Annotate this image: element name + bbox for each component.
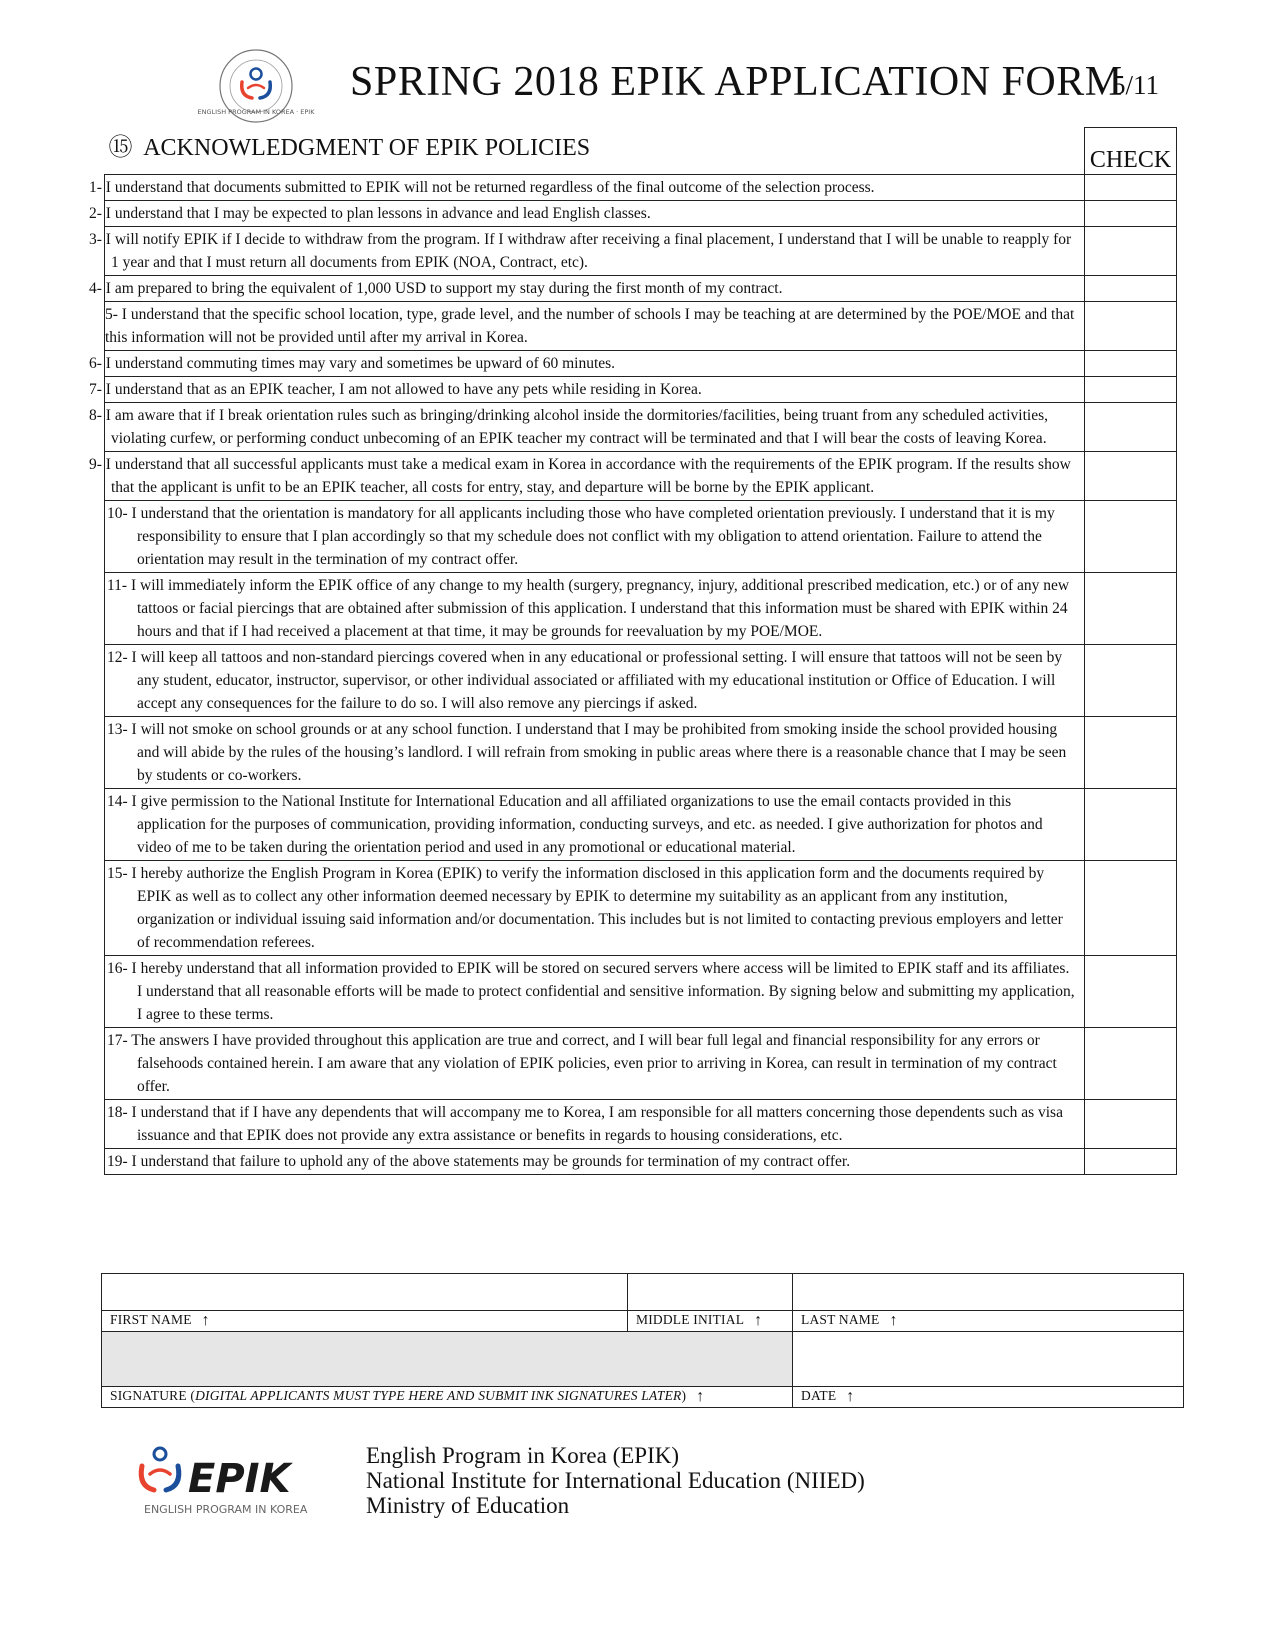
signature-table	[101, 1273, 1184, 1408]
policy-check-cell[interactable]	[1085, 200, 1177, 226]
policy-check-cell[interactable]	[1085, 174, 1177, 200]
footer-logo-word: EPIK	[188, 1456, 291, 1502]
section-number: ⑮	[108, 134, 133, 161]
policy-text: 16- I hereby understand that all information provided to EPIK will be stored on secured servers where access will be limited to EPIK staff and its affiliates. I understand that all reasonable efforts will be made to protect confidential and sensitive information. By signing below and submitting my application, I agree to these terms.	[105, 955, 1085, 1027]
policy-text: 12- I will keep all tattoos and non-standard piercings covered when in any educational or professional setting. I will ensure that tattoos will not be seen by any student, educator, instructor, supervisor, or other individual associated or affiliated with my educational institution or Office of Education. I will accept any consequences for the failure to do so. I will also remove any piercings if asked.	[105, 644, 1085, 716]
policy-row	[105, 788, 1177, 860]
policies-table	[89, 127, 1177, 1175]
policy-row	[105, 1148, 1177, 1174]
signature-note: DIGITAL APPLICANTS MUST TYPE HERE AND SUBMIT INK SIGNATURES LATER	[195, 1388, 682, 1403]
policy-check-cell[interactable]	[1085, 451, 1177, 500]
arrow-up-icon: ↑	[846, 1388, 855, 1405]
policy-row	[105, 226, 1177, 275]
policy-text: 10- I understand that the orientation is mandatory for all applicants including those who have completed orientation previously. I understand that it is my responsibility to ensure that I plan accordingly so that my schedule does not conflict with my obligation to attend orientation. Failure to attend the orientation may result in the termination of my contract offer.	[105, 500, 1085, 572]
footer-text	[366, 1443, 865, 1518]
policy-text: 14- I give permission to the National Institute for International Education and all affiliated organizations to use the email contacts provided in this application for the purposes of communication, providing information, conducting surveys, and etc. as needed. I give authorization for photos and video of me to be taken during the orientation period and used in any promotional or educational material.	[105, 788, 1085, 860]
date-field[interactable]	[793, 1332, 1184, 1387]
check-column-header: CHECK	[1085, 128, 1177, 175]
arrow-up-icon: ↑	[696, 1388, 705, 1405]
policy-check-cell[interactable]	[1085, 500, 1177, 572]
policy-text: 18- I understand that if I have any dependents that will accompany me to Korea, I am responsible for all matters concerning those dependents such as visa issuance and that EPIK does not provide any extra assistance or benefits in regards to housing considerations, etc.	[105, 1099, 1085, 1148]
seal-text: ENGLISH PROGRAM IN KOREA · EPIK	[197, 108, 315, 116]
policy-row	[105, 1099, 1177, 1148]
policy-text: 17- The answers I have provided throughout this application are true and correct, and I will bear full legal and financial responsibility for any errors or falsehoods contained herein. I am aware that any violation of EPIK policies, even prior to arriving in Korea, can result in termination of my contract offer.	[105, 1027, 1085, 1099]
policy-check-cell[interactable]	[1085, 572, 1177, 644]
policy-text: 6- I understand commuting times may vary and sometimes be upward of 60 minutes.	[105, 350, 1085, 376]
arrow-up-icon: ↑	[201, 1312, 210, 1329]
policy-check-cell[interactable]	[1085, 402, 1177, 451]
policy-check-cell[interactable]	[1085, 860, 1177, 955]
section-title	[105, 128, 1085, 175]
page-header	[0, 0, 1276, 125]
policy-text: 9- I understand that all successful applicants must take a medical exam in Korea in accordance with the requirements of the EPIK program. If the results show that the applicant is unfit to be an EPIK teacher, all costs for entry, stay, and departure will be borne by the EPIK applicant.	[105, 451, 1085, 500]
policy-check-cell[interactable]	[1085, 226, 1177, 275]
middle-initial-label-text: MIDDLE INITIAL	[636, 1312, 745, 1327]
policy-text: 4- I am prepared to bring the equivalent of 1,000 USD to support my stay during the first month of my contract.	[105, 275, 1085, 301]
policy-check-cell[interactable]	[1085, 1099, 1177, 1148]
first-name-label	[102, 1311, 628, 1332]
signature-field[interactable]	[102, 1332, 793, 1387]
policy-row	[105, 860, 1177, 955]
policy-check-cell[interactable]	[1085, 955, 1177, 1027]
last-name-label	[793, 1311, 1184, 1332]
policy-text: 8- I am aware that if I break orientation rules such as bringing/drinking alcohol inside the dormitories/facilities, being truant from any scheduled activities, violating curfew, or performing conduct unbecoming of an EPIK teacher my contract will be terminated and that I will bear the costs of leaving Korea.	[105, 402, 1085, 451]
footer-line-2: National Institute for International Education (NIIED)	[366, 1468, 865, 1493]
policy-text: 3- I will notify EPIK if I decide to withdraw from the program. If I withdraw after receiving a final placement, I understand that I will be unable to reapply for 1 year and that I must return all documents from EPIK (NOA, Contract, etc).	[105, 226, 1085, 275]
signature-label	[102, 1387, 793, 1408]
arrow-up-icon: ↑	[754, 1312, 763, 1329]
middle-initial-label	[628, 1311, 793, 1332]
policy-row	[105, 174, 1177, 200]
epik-footer-logo	[124, 1440, 324, 1520]
footer-logo-sub: ENGLISH PROGRAM IN KOREA	[144, 1503, 308, 1516]
policy-row	[105, 1027, 1177, 1099]
first-name-field[interactable]	[102, 1274, 628, 1311]
section-header-row	[105, 128, 1177, 175]
policy-row	[105, 955, 1177, 1027]
policy-check-cell[interactable]	[1085, 716, 1177, 788]
middle-initial-field[interactable]	[628, 1274, 793, 1311]
policy-text: 1- I understand that documents submitted to EPIK will not be returned regardless of the final outcome of the selection process.	[105, 174, 1085, 200]
policy-row	[105, 572, 1177, 644]
policy-text: 11- I will immediately inform the EPIK office of any change to my health (surgery, pregnancy, injury, additional prescribed medication, etc.) or of any new tattoos or facial piercings that are obtained after submission of this application. I understand that this information must be shared with EPIK within 24 hours and that if I had received a placement at that time, it may be grounds for reevaluation by my POE/MOE.	[105, 572, 1085, 644]
policy-row	[105, 716, 1177, 788]
policy-check-cell[interactable]	[1085, 1148, 1177, 1174]
policy-text: 13- I will not smoke on school grounds or at any school function. I understand that I may be prohibited from smoking inside the school provided housing and will abide by the rules of the housing’s landlord. I will refrain from smoking in public areas where there is a reasonable chance that I may be seen by students or co-workers.	[105, 716, 1085, 788]
policy-check-cell[interactable]	[1085, 1027, 1177, 1099]
policy-row	[105, 451, 1177, 500]
page-number: 5/11	[1112, 70, 1159, 100]
policy-row	[105, 500, 1177, 572]
signature-label-close: )	[681, 1388, 687, 1403]
policy-text: 5- I understand that the specific school location, type, grade level, and the number of schools I may be teaching at are determined by the POE/MOE and that this information will not be provided until after my arrival in Korea.	[105, 301, 1085, 350]
policy-row	[105, 301, 1177, 350]
policy-text: 19- I understand that failure to uphold any of the above statements may be grounds for termination of my contract offer.	[105, 1148, 1085, 1174]
policy-row	[105, 402, 1177, 451]
policy-row	[105, 350, 1177, 376]
policy-row	[105, 275, 1177, 301]
date-label	[793, 1387, 1184, 1408]
signature-label-text: SIGNATURE (	[110, 1388, 196, 1403]
policy-row	[105, 200, 1177, 226]
first-name-label-text: FIRST NAME	[110, 1312, 192, 1327]
arrow-up-icon: ↑	[889, 1312, 898, 1329]
footer-line-1: English Program in Korea (EPIK)	[366, 1443, 679, 1468]
footer-line-3: Ministry of Education	[366, 1493, 570, 1518]
policy-check-cell[interactable]	[1085, 788, 1177, 860]
policy-check-cell[interactable]	[1085, 644, 1177, 716]
policy-row	[105, 376, 1177, 402]
policy-text: 15- I hereby authorize the English Program in Korea (EPIK) to verify the information disclosed in this application form and the documents required by EPIK as well as to collect any other information deemed necessary by EPIK to determine my suitability as an applicant from any institution, organization or individual issuing said information and/or documentation. This includes but is not limited to contacting previous employers and letter of recommendation referees.	[105, 860, 1085, 955]
policy-check-cell[interactable]	[1085, 350, 1177, 376]
policy-check-cell[interactable]	[1085, 275, 1177, 301]
policy-check-cell[interactable]	[1085, 376, 1177, 402]
epik-seal-logo	[197, 48, 315, 124]
last-name-field[interactable]	[793, 1274, 1184, 1311]
policy-text: 2- I understand that I may be expected to plan lessons in advance and lead English classes.	[105, 200, 1085, 226]
policy-text: 7- I understand that as an EPIK teacher, I am not allowed to have any pets while residing in Korea.	[105, 376, 1085, 402]
section-title-text: ACKNOWLEDGMENT OF EPIK POLICIES	[143, 134, 591, 161]
form-title: SPRING 2018 EPIK APPLICATION FORM	[350, 59, 1123, 105]
policy-check-cell[interactable]	[1085, 301, 1177, 350]
date-label-text: DATE	[801, 1388, 837, 1403]
last-name-label-text: LAST NAME	[801, 1312, 880, 1327]
policy-row	[105, 644, 1177, 716]
